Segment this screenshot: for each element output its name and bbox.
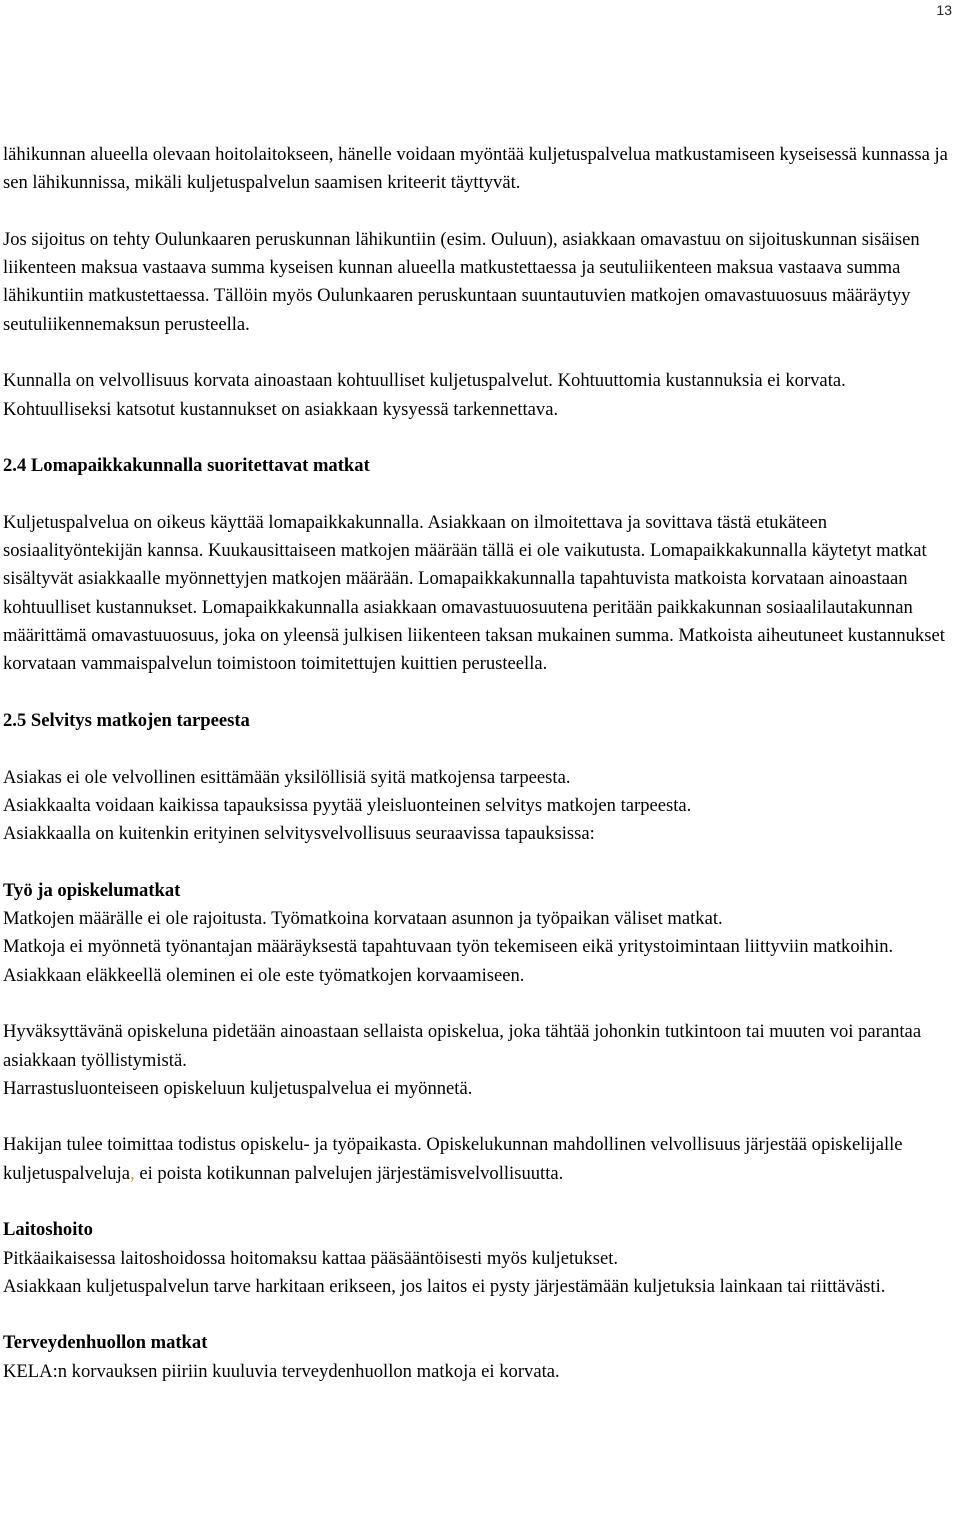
- paragraph-laitos-tarve: Asiakkaan kuljetuspalvelun tarve harkitaan erikseen, jos laitos ei pysty järjestämään kuljetuksia lainkaan tai riittävästi.: [3, 1275, 886, 1297]
- paragraph-tyomatkat: Matkoja ei myönnetä työnantajan määräyksestä tapahtuvaan työn tekemiseen eikä yritystoimintaan liittyviin matkoihin. Asiakkaan eläkkeellä oleminen ei ole este työmatkojen korvaamiseen.: [3, 936, 894, 986]
- section-heading-2-4: 2.4 Lomapaikkakunnalla suoritettavat matkat: [3, 455, 370, 477]
- highlighted-comma: ,: [130, 1162, 135, 1184]
- paragraph-hoitolaitos: lähikunnan alueella olevaan hoitolaitokseen, hänelle voidaan myöntää kuljetuspalvelua matkustamiseen kyseisessä kunnassa ja sen lähikunnissa, mikäli kuljetuspalvelun saamisen kriteerit täyttyvät.: [3, 144, 948, 194]
- paragraph-kohtuulliset: Kunnalla on velvollisuus korvata ainoastaan kohtuulliset kuljetuspalvelut. Kohtuuttomia kustannuksia ei korvata. Kohtuulliseksi katsotut kustannukset on asiakkaan kysyessä tarkennettava.: [3, 370, 846, 420]
- paragraph-line: Matkojen määrälle ei ole rajoitusta. Työmatkoina korvataan asunnon ja työpaikan väliset matkat.: [3, 908, 723, 930]
- spacer: [3, 1103, 955, 1131]
- spacer: [3, 848, 955, 876]
- spacer: [3, 339, 955, 367]
- paragraph-todistus: [3, 1131, 955, 1188]
- paragraph-line: KELA:n korvauksen piiriin kuuluvia terveydenhuollon matkoja ei korvata.: [3, 1360, 560, 1382]
- paragraph-line: Pitkäaikaisessa laitoshoidossa hoitomaksu kattaa pääsääntöisesti myös kuljetukset.: [3, 1247, 619, 1269]
- paragraph-opiskelu: Hyväksyttävänä opiskeluna pidetään ainoastaan sellaista opiskelua, joka tähtää johonkin tutkintoon tai muuten voi parantaa asiakkaan työllistymistä.: [3, 1021, 922, 1071]
- paragraph-lomapaikkakunta: Kuljetuspalvelua on oikeus käyttää lomapaikkakunnalla. Asiakkaan on ilmoitettava ja sovittava tästä etukäteen sosiaalityöntekijän kannsa. Kuukausittaiseen matkojen määrään tällä ei ole vaikutusta. Lomapaikkakunnalla käytetyt matkat sisältyvät asiakkaalle myönnettyjen matkojen määrään. Lomapaikkakunnalla tapahtuvista matkoista korvataan ainoastaan kohtuulliset kustannukset. Lomapaikkakunnalla asiakkaan omavastuuosuutena peritään paikkakunnan sosiaalilautakunnan määrittämä omavastuuosuus, joka on yleensä julkisen liikenteen taksan mukainen summa. Matkoista aiheutuneet kustannukset korvataan vammaispalvelun toimistoon toimitettujen kuittien perusteella.: [3, 511, 945, 675]
- document-body: [3, 141, 955, 1386]
- paragraph-text: Hakijan tulee toimittaa todistus opiskelu- ja työpaikasta. Opiskelukunnan mahdollinen velvollisuus järjestää opiskelijalle kuljetuspalveluja: [3, 1134, 903, 1184]
- paragraph-line: Asiakkaalta voidaan kaikissa tapauksissa pyytää yleisluonteinen selvitys matkojen tarpeesta.: [3, 794, 692, 816]
- paragraph-line: Asiakas ei ole velvollinen esittämään yksilöllisiä syitä matkojensa tarpeesta.: [3, 766, 571, 788]
- spacer: [3, 679, 955, 707]
- sub-heading-laitoshoito: Laitoshoito: [3, 1219, 93, 1241]
- paragraph-line: Harrastusluonteiseen opiskeluun kuljetuspalvelua ei myönnetä.: [3, 1077, 473, 1099]
- spacer: [3, 1188, 955, 1216]
- sub-heading-terveydenhuollon-matkat: Terveydenhuollon matkat: [3, 1332, 208, 1354]
- page-number: 13: [936, 2, 952, 18]
- section-heading-2-5: 2.5 Selvitys matkojen tarpeesta: [3, 709, 250, 731]
- paragraph-text: ei poista kotikunnan palvelujen järjestämisvelvollisuutta.: [134, 1162, 564, 1184]
- spacer: [3, 1301, 955, 1329]
- paragraph-sijoitus: Jos sijoitus on tehty Oulunkaaren peruskunnan lähikuntiin (esim. Ouluun), asiakkaan omavastuu on sijoituskunnan sisäisen liikenteen maksua vastaava summa kyseisen kunnan alueella matkustettaessa ja seutuliikenteen maksua vastaava summa lähikuntiin matkustettaessa. Tällöin myös Oulunkaaren peruskuntaan suuntautuvien matkojen omavastuuosuus määräytyy seutuliikennemaksun perusteella.: [3, 228, 920, 335]
- spacer: [3, 735, 955, 763]
- paragraph-line: Asiakkaalla on kuitenkin erityinen selvitysvelvollisuus seuraavissa tapauksissa:: [3, 823, 595, 845]
- spacer: [3, 990, 955, 1018]
- sub-heading-tyo-ja-opiskelumatkat: Työ ja opiskelumatkat: [3, 879, 181, 901]
- spacer: [3, 481, 955, 509]
- spacer: [3, 198, 955, 226]
- spacer: [3, 424, 955, 452]
